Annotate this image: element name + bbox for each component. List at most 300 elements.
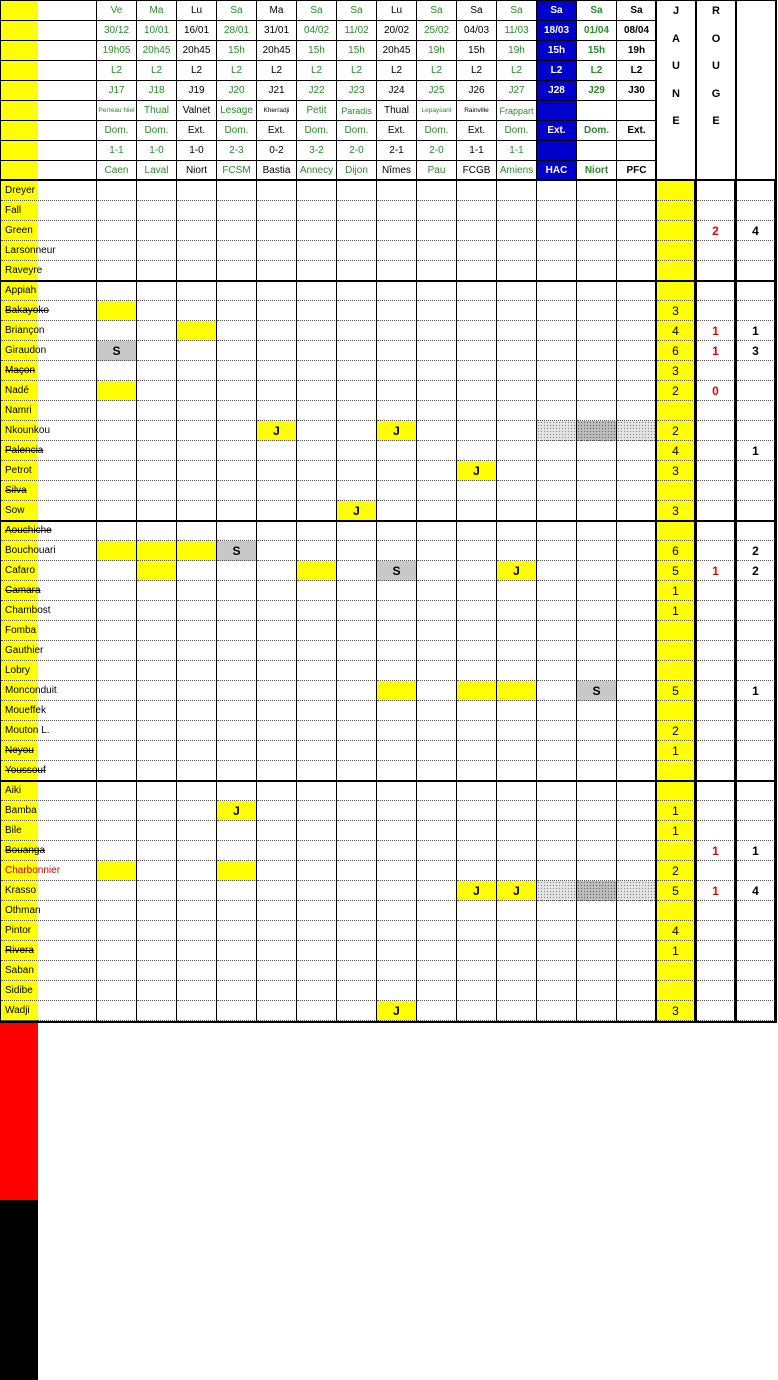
match-cell bbox=[617, 501, 657, 521]
rouge-count bbox=[697, 641, 735, 661]
match-cell bbox=[177, 961, 217, 981]
header-blank-cell bbox=[1, 121, 97, 141]
header-time-cell: 20h45 bbox=[257, 41, 297, 61]
suspendu-count bbox=[737, 421, 775, 441]
match-cell bbox=[297, 421, 337, 441]
header-round-cell: J28 bbox=[537, 81, 577, 101]
match-cell bbox=[257, 301, 297, 321]
suspendu-count bbox=[737, 701, 775, 721]
match-cell bbox=[457, 201, 497, 221]
match-cell bbox=[337, 321, 377, 341]
rouge-header-letter: U bbox=[712, 60, 720, 72]
header-ref-cell: Thual bbox=[377, 101, 417, 121]
suspendu-count bbox=[737, 281, 775, 301]
match-cell bbox=[537, 741, 577, 761]
match-cell bbox=[337, 361, 377, 381]
match-cell bbox=[417, 561, 457, 581]
match-cell bbox=[537, 281, 577, 301]
header-round-cell: J30 bbox=[617, 81, 657, 101]
match-cell bbox=[217, 661, 257, 681]
match-cell bbox=[417, 201, 457, 221]
match-cell bbox=[497, 601, 537, 621]
match-cell bbox=[497, 481, 537, 501]
player-name: Mouton L. bbox=[1, 721, 97, 741]
match-cell bbox=[217, 501, 257, 521]
match-cell bbox=[97, 241, 137, 261]
match-cell bbox=[457, 361, 497, 381]
match-cell bbox=[417, 841, 457, 861]
header-day-cell: Lu bbox=[377, 1, 417, 21]
player-name: Bouchouari bbox=[1, 541, 97, 561]
jaune-count: 4 bbox=[657, 441, 695, 461]
suspendu-count bbox=[737, 261, 775, 281]
header-score-cell bbox=[617, 141, 657, 161]
match-cell bbox=[497, 421, 537, 441]
match-cell bbox=[577, 781, 617, 801]
match-cell bbox=[537, 881, 577, 901]
header-date-cell: 20/02 bbox=[377, 21, 417, 41]
yellow-card-mark: J bbox=[337, 501, 377, 521]
header-bottom-border bbox=[0, 179, 776, 181]
match-cell bbox=[377, 821, 417, 841]
match-cell bbox=[177, 881, 217, 901]
match-cell bbox=[497, 541, 537, 561]
match-cell bbox=[177, 1001, 217, 1021]
match-cell bbox=[617, 881, 657, 901]
header-round-cell: J24 bbox=[377, 81, 417, 101]
match-cell bbox=[457, 841, 497, 861]
header-score-cell: 2-3 bbox=[217, 141, 257, 161]
header-venue-cell: Dom. bbox=[417, 121, 457, 141]
match-cell bbox=[577, 461, 617, 481]
suspendu-header-letter: U bbox=[752, 132, 760, 145]
player-name: Bouanga bbox=[1, 841, 97, 861]
match-cell bbox=[177, 721, 217, 741]
match-cell bbox=[417, 621, 457, 641]
match-cell bbox=[577, 701, 617, 721]
match-cell bbox=[537, 1001, 577, 1021]
match-cell bbox=[337, 721, 377, 741]
match-cell bbox=[337, 861, 377, 881]
match-cell bbox=[497, 461, 537, 481]
suspendu-count: 1 bbox=[737, 321, 775, 341]
match-cell bbox=[137, 401, 177, 421]
match-cell bbox=[337, 461, 377, 481]
match-cell bbox=[497, 501, 537, 521]
match-cell bbox=[297, 641, 337, 661]
suspension-mark: S bbox=[217, 541, 257, 561]
suspendu-count bbox=[737, 521, 775, 541]
match-cell bbox=[377, 241, 417, 261]
match-cell bbox=[217, 961, 257, 981]
rouge-count: 1 bbox=[697, 841, 735, 861]
header-comp-cell: L2 bbox=[617, 61, 657, 81]
rouge-count bbox=[697, 421, 735, 441]
match-cell bbox=[217, 421, 257, 441]
match-cell bbox=[577, 961, 617, 981]
match-cell bbox=[497, 201, 537, 221]
match-cell bbox=[457, 261, 497, 281]
match-cell bbox=[257, 501, 297, 521]
player-name: Cafaro bbox=[1, 561, 97, 581]
match-cell bbox=[137, 321, 177, 341]
match-cell bbox=[137, 201, 177, 221]
match-cell bbox=[297, 401, 337, 421]
match-cell bbox=[377, 601, 417, 621]
match-cell bbox=[297, 861, 337, 881]
match-cell bbox=[217, 861, 257, 881]
match-cell bbox=[537, 221, 577, 241]
match-cell bbox=[177, 621, 217, 641]
match-cell bbox=[177, 401, 217, 421]
match-cell bbox=[257, 261, 297, 281]
match-cell bbox=[97, 221, 137, 241]
header-comp-cell: L2 bbox=[97, 61, 137, 81]
match-cell bbox=[337, 281, 377, 301]
match-cell bbox=[97, 501, 137, 521]
match-cell bbox=[617, 1001, 657, 1021]
rouge-header-letter: R bbox=[712, 5, 720, 17]
match-cell bbox=[537, 801, 577, 821]
match-cell bbox=[297, 721, 337, 741]
match-cell bbox=[377, 641, 417, 661]
match-cell bbox=[297, 681, 337, 701]
player-name: Petrot bbox=[1, 461, 97, 481]
match-cell bbox=[577, 881, 617, 901]
header-time-cell: 19h bbox=[417, 41, 457, 61]
header-round-cell: J25 bbox=[417, 81, 457, 101]
player-name: Green bbox=[1, 221, 97, 241]
match-cell bbox=[497, 841, 537, 861]
grid-left-border bbox=[0, 0, 1, 1021]
match-cell bbox=[257, 661, 297, 681]
match-cell bbox=[577, 301, 617, 321]
match-cell bbox=[577, 281, 617, 301]
match-cell bbox=[537, 381, 577, 401]
match-cell bbox=[177, 801, 217, 821]
match-cell bbox=[257, 321, 297, 341]
match-cell bbox=[97, 321, 137, 341]
suspendu-count bbox=[737, 941, 775, 961]
match-cell bbox=[137, 841, 177, 861]
match-cell bbox=[97, 301, 137, 321]
player-name: Dreyer bbox=[1, 181, 97, 201]
header-day-cell: Sa bbox=[537, 1, 577, 21]
match-cell bbox=[377, 541, 417, 561]
match-cell bbox=[537, 681, 577, 701]
match-cell bbox=[137, 341, 177, 361]
match-cell bbox=[137, 501, 177, 521]
match-cell bbox=[97, 801, 137, 821]
match-cell bbox=[97, 261, 137, 281]
match-cell bbox=[617, 281, 657, 301]
header-comp-cell: L2 bbox=[457, 61, 497, 81]
match-cell bbox=[457, 441, 497, 461]
rouge-count bbox=[697, 901, 735, 921]
rouge-count bbox=[697, 621, 735, 641]
match-cell bbox=[257, 881, 297, 901]
match-cell bbox=[297, 901, 337, 921]
header-round-cell: J27 bbox=[497, 81, 537, 101]
player-name: Nkounkou bbox=[1, 421, 97, 441]
match-cell bbox=[377, 881, 417, 901]
match-cell bbox=[257, 721, 297, 741]
suspendu-count bbox=[737, 481, 775, 501]
match-cell bbox=[377, 901, 417, 921]
match-cell bbox=[457, 481, 497, 501]
match-cell bbox=[97, 181, 137, 201]
match-cell bbox=[617, 861, 657, 881]
suspendu-count bbox=[737, 181, 775, 201]
player-name: Neyou bbox=[1, 741, 97, 761]
match-cell bbox=[257, 621, 297, 641]
match-cell bbox=[417, 861, 457, 881]
match-cell bbox=[297, 201, 337, 221]
match-cell bbox=[217, 921, 257, 941]
match-cell bbox=[417, 261, 457, 281]
match-cell bbox=[457, 941, 497, 961]
match-cell bbox=[617, 761, 657, 781]
match-cell bbox=[177, 741, 217, 761]
jaune-count: 1 bbox=[657, 821, 695, 841]
match-cell bbox=[257, 821, 297, 841]
header-ref-cell: Frappart bbox=[497, 101, 537, 121]
match-cell bbox=[617, 201, 657, 221]
match-cell bbox=[617, 601, 657, 621]
match-cell bbox=[377, 281, 417, 301]
match-cell bbox=[297, 841, 337, 861]
match-cell bbox=[257, 841, 297, 861]
match-cell bbox=[377, 221, 417, 241]
match-cell bbox=[497, 721, 537, 741]
match-cell bbox=[177, 861, 217, 881]
match-cell bbox=[537, 501, 577, 521]
match-cell bbox=[137, 181, 177, 201]
match-cell bbox=[217, 361, 257, 381]
match-cell bbox=[217, 621, 257, 641]
rouge-header-letter: E bbox=[712, 115, 720, 127]
match-cell bbox=[337, 781, 377, 801]
rouge-count: 1 bbox=[697, 341, 735, 361]
match-cell bbox=[217, 401, 257, 421]
match-cell bbox=[257, 341, 297, 361]
rouge-count bbox=[697, 521, 735, 541]
player-name: Bakayoko bbox=[1, 301, 97, 321]
match-cell bbox=[97, 441, 137, 461]
match-cell bbox=[137, 521, 177, 541]
match-cell bbox=[497, 761, 537, 781]
match-cell bbox=[537, 621, 577, 641]
match-cell bbox=[417, 481, 457, 501]
header-ref-cell: Rainville bbox=[457, 101, 497, 121]
match-cell bbox=[377, 201, 417, 221]
match-cell bbox=[497, 341, 537, 361]
match-cell bbox=[617, 701, 657, 721]
header-score-cell: 0-2 bbox=[257, 141, 297, 161]
yellow-card-mark: J bbox=[377, 1001, 417, 1021]
match-cell bbox=[217, 681, 257, 701]
jaune-count: 5 bbox=[657, 681, 695, 701]
match-cell bbox=[337, 981, 377, 1001]
match-cell bbox=[497, 301, 537, 321]
match-cell bbox=[617, 221, 657, 241]
match-cell bbox=[217, 781, 257, 801]
match-cell bbox=[377, 621, 417, 641]
player-name: Rivera bbox=[1, 941, 97, 961]
match-cell bbox=[177, 481, 217, 501]
jaune-count bbox=[657, 621, 695, 641]
header-blank-cell bbox=[1, 161, 97, 181]
match-cell bbox=[617, 361, 657, 381]
match-cell bbox=[577, 921, 617, 941]
match-cell bbox=[497, 701, 537, 721]
match-cell bbox=[577, 981, 617, 1001]
suspendu-count bbox=[737, 661, 775, 681]
header-round-cell: J20 bbox=[217, 81, 257, 101]
match-cell bbox=[377, 501, 417, 521]
match-cell bbox=[297, 361, 337, 381]
match-cell bbox=[337, 881, 377, 901]
jaune-count bbox=[657, 901, 695, 921]
match-cell bbox=[537, 961, 577, 981]
header-day-cell: Lu bbox=[177, 1, 217, 21]
header-blank-cell bbox=[1, 61, 97, 81]
match-cell bbox=[177, 821, 217, 841]
match-cell bbox=[297, 521, 337, 541]
match-cell bbox=[537, 301, 577, 321]
match-cell bbox=[497, 981, 537, 1001]
match-cell bbox=[217, 241, 257, 261]
header-venue-cell: Dom. bbox=[97, 121, 137, 141]
match-cell bbox=[537, 181, 577, 201]
match-cell bbox=[97, 781, 137, 801]
header-round-cell: J23 bbox=[337, 81, 377, 101]
match-cell bbox=[217, 381, 257, 401]
match-cell bbox=[217, 281, 257, 301]
header-day-cell: Ma bbox=[257, 1, 297, 21]
match-cell bbox=[617, 261, 657, 281]
suspendu-count bbox=[737, 641, 775, 661]
match-cell bbox=[577, 241, 617, 261]
suspendu-header-letter: N bbox=[752, 96, 760, 109]
match-cell bbox=[337, 601, 377, 621]
header-comp-cell: L2 bbox=[337, 61, 377, 81]
match-cell bbox=[217, 721, 257, 741]
match-cell bbox=[617, 381, 657, 401]
match-cell bbox=[297, 961, 337, 981]
header-venue-cell: Ext. bbox=[177, 121, 217, 141]
match-cell bbox=[177, 921, 217, 941]
match-cell bbox=[377, 461, 417, 481]
rouge-count bbox=[697, 1001, 735, 1021]
match-cell bbox=[457, 801, 497, 821]
match-cell bbox=[537, 921, 577, 941]
header-day-cell: Sa bbox=[497, 1, 537, 21]
match-cell bbox=[217, 821, 257, 841]
header-time-cell: 20h45 bbox=[137, 41, 177, 61]
match-cell bbox=[617, 421, 657, 441]
match-cell bbox=[617, 621, 657, 641]
rouge-count bbox=[697, 441, 735, 461]
match-cell bbox=[337, 841, 377, 861]
match-cell bbox=[137, 641, 177, 661]
match-cell bbox=[97, 741, 137, 761]
rouge-count bbox=[697, 741, 735, 761]
header-ref-cell: Kherradji bbox=[257, 101, 297, 121]
match-cell bbox=[337, 821, 377, 841]
suspendu-count bbox=[737, 961, 775, 981]
header-date-cell: 04/02 bbox=[297, 21, 337, 41]
match-cell bbox=[257, 941, 297, 961]
match-cell bbox=[177, 221, 217, 241]
header-day-cell: Sa bbox=[617, 1, 657, 21]
match-cell bbox=[297, 621, 337, 641]
header-date-cell: 31/01 bbox=[257, 21, 297, 41]
suspendu-header-letter: U bbox=[752, 23, 760, 36]
match-cell bbox=[537, 481, 577, 501]
match-cell bbox=[137, 601, 177, 621]
header-blank-cell bbox=[1, 1, 97, 21]
jaune-header-letter: E bbox=[672, 115, 680, 127]
match-cell bbox=[137, 821, 177, 841]
match-cell bbox=[257, 601, 297, 621]
match-cell bbox=[377, 781, 417, 801]
match-cell bbox=[297, 441, 337, 461]
match-cell bbox=[337, 421, 377, 441]
match-cell bbox=[497, 941, 537, 961]
match-cell bbox=[217, 601, 257, 621]
jaune-count: 3 bbox=[657, 301, 695, 321]
match-cell bbox=[97, 941, 137, 961]
match-cell bbox=[337, 201, 377, 221]
match-cell bbox=[257, 981, 297, 1001]
match-cell bbox=[217, 341, 257, 361]
jaune-count: 3 bbox=[657, 461, 695, 481]
match-cell bbox=[97, 621, 137, 641]
match-cell bbox=[617, 581, 657, 601]
header-round-cell: J19 bbox=[177, 81, 217, 101]
yellow-card-mark: J bbox=[377, 421, 417, 441]
match-cell bbox=[297, 981, 337, 1001]
player-name: Youssouf bbox=[1, 761, 97, 781]
header-ref-cell: Thual bbox=[137, 101, 177, 121]
match-cell bbox=[497, 581, 537, 601]
match-cell bbox=[497, 521, 537, 541]
header-venue-cell: Dom. bbox=[577, 121, 617, 141]
header-venue-cell: Dom. bbox=[497, 121, 537, 141]
match-cell bbox=[177, 181, 217, 201]
header-score-cell: 2-1 bbox=[377, 141, 417, 161]
header-day-cell: Sa bbox=[337, 1, 377, 21]
header-time-cell: 20h45 bbox=[177, 41, 217, 61]
jaune-count bbox=[657, 961, 695, 981]
match-cell bbox=[417, 901, 457, 921]
rouge-count: 2 bbox=[697, 221, 735, 241]
match-cell bbox=[297, 821, 337, 841]
match-cell bbox=[137, 1001, 177, 1021]
header-time-cell: 19h bbox=[497, 41, 537, 61]
match-cell bbox=[97, 361, 137, 381]
match-cell bbox=[217, 321, 257, 341]
match-cell bbox=[97, 461, 137, 481]
header-day-cell: Sa bbox=[457, 1, 497, 21]
header-blank-cell bbox=[1, 41, 97, 61]
group-separator bbox=[0, 780, 776, 782]
match-cell bbox=[537, 761, 577, 781]
player-name: Silva bbox=[1, 481, 97, 501]
match-cell bbox=[457, 281, 497, 301]
match-cell bbox=[337, 741, 377, 761]
